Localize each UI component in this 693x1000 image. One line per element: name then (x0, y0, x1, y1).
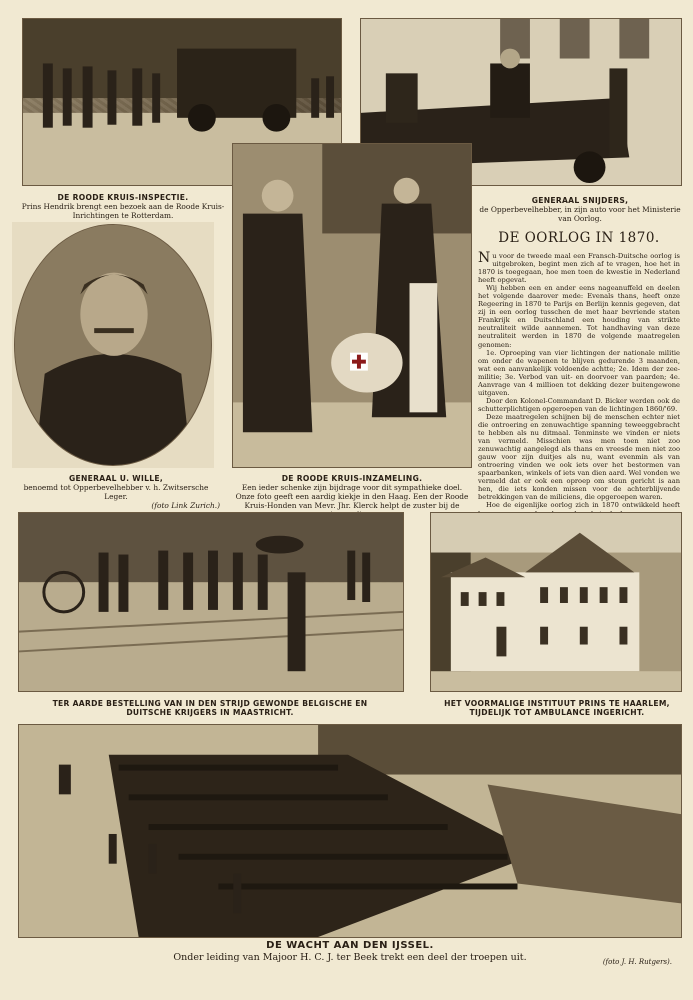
photo-scene (19, 725, 681, 937)
article-paragraph: Deze maatregelen schijnen bij de menschen echter niet die ontroering en zenuwachtige spanning teweeggebracht te hebben als nu ditmaal. Tenminste we vinden er niets van vermeld. Misschien was men toen niet zoo zenuwachtig aangelegd als thans en vreesde men niet zoo gauw voor zijn duitjes als nu, want evenmin als van ontroering vinden we ook iets over het bestormen van spaarbanken, winkels of iets van dien aard. Wel vonden we vermeld dat er ook een oproep om steun gericht is aan hen, die iets konden missen voor de achterblijvende betrekkingen van de miliciens, die opgeroepen waren. (478, 412, 680, 502)
photo-ijssel-watch (18, 724, 682, 938)
caption-title: TER AARDE BESTELLING VAN IN DEN STRIJD GEWONDE BELGISCHE EN DUITSCHE KRIJGERS IN MAASTRICHT. (52, 699, 368, 717)
photo-general-wille-frame (12, 222, 214, 468)
photo-scene (233, 144, 471, 467)
caption-title: DE WACHT AAN DEN IJSSEL. (266, 940, 434, 951)
photo-scene (19, 513, 403, 691)
article-paragraph: Nu voor de tweede maal een Fransch-Duitsche oorlog is uitgebroken, begint men zich af te vragen, hoe het in 1870 is toegegaan, hoe men toen de kwestie in Nederland heeft opgevat. (478, 250, 680, 285)
photo-scene (431, 513, 681, 691)
caption-ijssel-watch (20, 940, 680, 964)
caption-subtitle: Onder leiding van Majoor H. C. J. ter Beek trekt een deel der troepen uit. (173, 952, 527, 963)
photo-burial-maastricht (18, 512, 404, 692)
caption-title: DE ROODE KRUIS-INSPECTIE. (57, 193, 189, 202)
caption-red-cross-inspection (18, 193, 228, 220)
caption-subtitle: Een ieder schenke zijn bijdrage voor dit sympathieke doel. Onze foto geeft een aardig kiekje in den Haag. Een der Roode Kruis-Honden van Mevr. Jhr. Klerck helpt de zuster bij de (235, 483, 469, 510)
portrait-scene (15, 225, 211, 465)
caption-general-snijders (476, 196, 684, 223)
caption-title: GENERAAL U. WILLE, (68, 474, 164, 483)
caption-subtitle: de Opperbevelhebber, in zijn auto voor het Ministerie van Oorlog. (479, 205, 681, 223)
article-paragraph: Door den Kolonel-Commandant D. Bicker werden ook de schutterplichtigen opgeroepen van de lichtingen 1860/'69. (478, 396, 680, 413)
caption-institute-haarlem (434, 699, 680, 717)
article-paragraph: Wij hebben een en ander eens nageanuffeld en deelen het volgende daarover mede: Evenals thans, heeft onze Regeering in 1870 te Parijs en Berlijn kennis gegeven, dat zij in een oorlog tusschen de met haar bevriende staten Frankrijk en Duitschland een houding van strikte neutraliteit wilde aannemen. Tot handhaving van deze neutraliteit werden in 1870 de volgende maatregelen genomen: (478, 284, 680, 349)
article-oorlog-1870 (478, 230, 680, 518)
article-heading: DE OORLOG IN 1870. (498, 230, 660, 246)
photo-credit: (foto J. H. Rutgers). (602, 958, 672, 966)
photo-credit: (foto Link Zurich.) (151, 501, 220, 510)
article-paragraph: Hoe de eigenlijke oorlog zich in 1870 ontwikkeld heeft (486, 501, 680, 510)
photo-institute-haarlem (430, 512, 682, 692)
caption-burial-maastricht (40, 699, 380, 717)
caption-title: GENERAAL SNIJDERS, (531, 196, 629, 205)
caption-title: DE ROODE KRUIS-INZAMELING. (281, 474, 423, 483)
photo-general-wille (14, 224, 212, 466)
caption-subtitle: Prins Hendrik brengt een bezoek aan de Roode Kruis-Inrichtingen te Rotterdam. (21, 202, 225, 220)
photo-red-cross-collection (232, 143, 472, 468)
caption-title: HET VOORMALIGE INSTITUUT PRINS TE HAARLEM, TIJDELIJK TOT AMBULANCE INGERICHT. (444, 699, 670, 717)
caption-general-wille (12, 474, 220, 510)
article-paragraph: 1e. Oproeping van vier lichtingen der nationale militie om onder de wapenen te blijven gedurende 3 maanden, wat een aanvankelijk voldoende achtte; 2e. Idem der zee-militie; 3e. Verbod van uit- en doorvoer van paarden; 4e. Aanvrage van 4 millioen tot dekking dezer buitengewone uitgaven. (478, 348, 680, 397)
caption-subtitle: benoemd tot Opperbevelhebber v. h. Zwitsersche Leger. (23, 483, 209, 501)
